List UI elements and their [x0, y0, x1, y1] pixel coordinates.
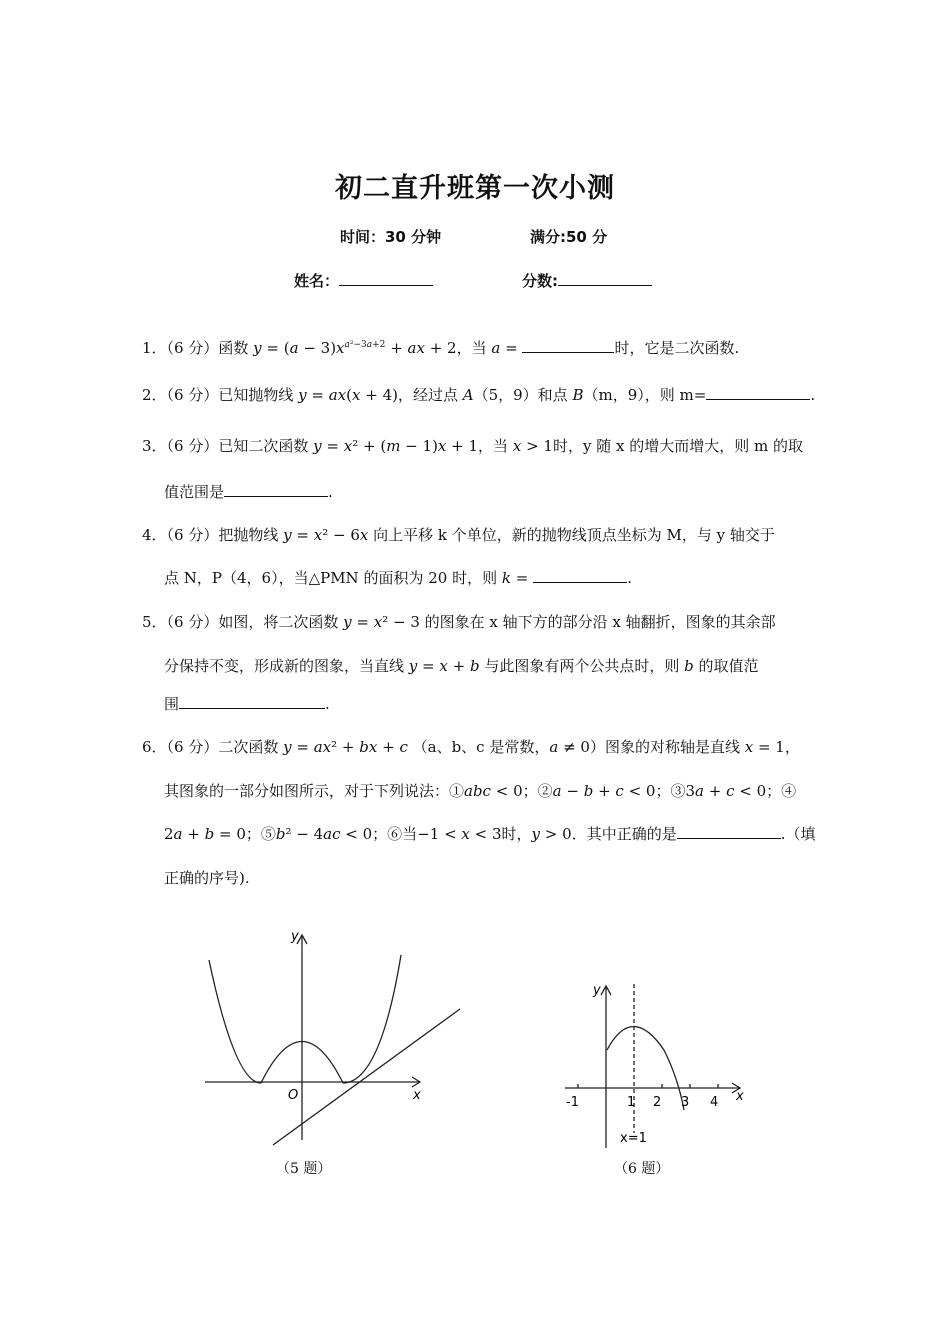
figure-5: [195, 925, 475, 1155]
time-limit: 时间：30 分钟: [340, 228, 442, 246]
x-label: x: [736, 1089, 744, 1104]
answer-blank-5: [179, 693, 325, 709]
question-2: 2．（6 分）已知抛物线 y = ax(x + 4)，经过点 A（5，9）和点 B（m，9），则 m= .: [142, 386, 816, 404]
parabola-curve: [607, 1027, 684, 1111]
x-label: x: [413, 1088, 421, 1103]
score-label: 分数:: [522, 272, 558, 290]
answer-blank-3: [224, 481, 328, 497]
question-5: 5．（6 分）如图，将二次函数 y = x² − 3 的图象在 x 轴下方的部分沿 x 轴翻折，图象的其余部: [142, 613, 776, 631]
question-3: 3．（6 分）已知二次函数 y = x² + (m − 1)x + 1，当 x > 1时，y 随 x 的增大而增大，则 m 的取: [142, 437, 803, 455]
question-5-line3: 围 .: [164, 695, 330, 713]
question-5-line2: 分保持不变，形成新的图象，当直线 y = x + b 与此图象有两个公共点时，则 b 的取值范: [164, 657, 759, 675]
answer-blank-2: [706, 384, 810, 400]
name-blank: [339, 270, 433, 286]
page-title: 初二直升班第一次小测: [335, 173, 615, 204]
y-label: y: [593, 983, 601, 998]
question-6-line3: 2a + b = 0；⑤b² − 4ac < 0；⑥当−1 < x < 3时，y > 0．其中正确的是 .（填: [164, 825, 816, 843]
left-parabola-branch: [209, 960, 261, 1083]
origin-label: O: [288, 1088, 299, 1103]
question-4-line2: 点 N，P（4，6），当△PMN 的面积为 20 时，则 k = .: [164, 569, 632, 587]
tick-label: 2: [653, 1095, 662, 1110]
question-4: 4．（6 分）把抛物线 y = x² − 6x 向上平移 k 个单位，新的抛物线顶点坐标为 M，与 y 轴交于: [142, 526, 775, 544]
question-3-line2: 值范围是 .: [164, 483, 333, 501]
right-parabola-branch: [343, 955, 401, 1083]
answer-blank-6: [677, 823, 781, 839]
tick-label: 4: [710, 1095, 719, 1110]
line-y-x-plus-b: [273, 1009, 460, 1145]
tick-label: -1: [566, 1095, 579, 1110]
name-field: [294, 270, 433, 291]
tick-label: 3: [681, 1095, 690, 1110]
question-6-line2: 其图象的一部分如图所示，对于下列说法：①abc < 0；②a − b + c < 0；③3a + c < 0；④: [164, 782, 797, 800]
name-label: 姓名：: [294, 272, 340, 290]
tick-label: 1: [627, 1095, 636, 1110]
answer-blank-4: [533, 567, 627, 583]
answer-blank-1: [522, 337, 614, 353]
question-1: 1．（6 分）函数 $y = (a - 3)x^{a^2-3a+2}$ + ax + 2，当 a = 时，它是二次函数.: [142, 339, 740, 357]
question-6-line4: 正确的序号).: [164, 869, 250, 887]
figure-6: [560, 978, 760, 1158]
y-label: y: [291, 929, 299, 944]
figure-5-caption: （5 题）: [276, 1161, 332, 1177]
score-field: [522, 270, 652, 291]
figure-6-caption: （6 题）: [614, 1161, 670, 1177]
full-score: 满分:50 分: [530, 228, 608, 246]
symmetry-axis-label: x=1: [620, 1131, 647, 1146]
score-blank: [558, 270, 652, 286]
question-6: 6．（6 分）二次函数 y = ax² + bx + c （a、b、c 是常数，a ≠ 0）图象的对称轴是直线 x = 1，: [142, 738, 800, 756]
